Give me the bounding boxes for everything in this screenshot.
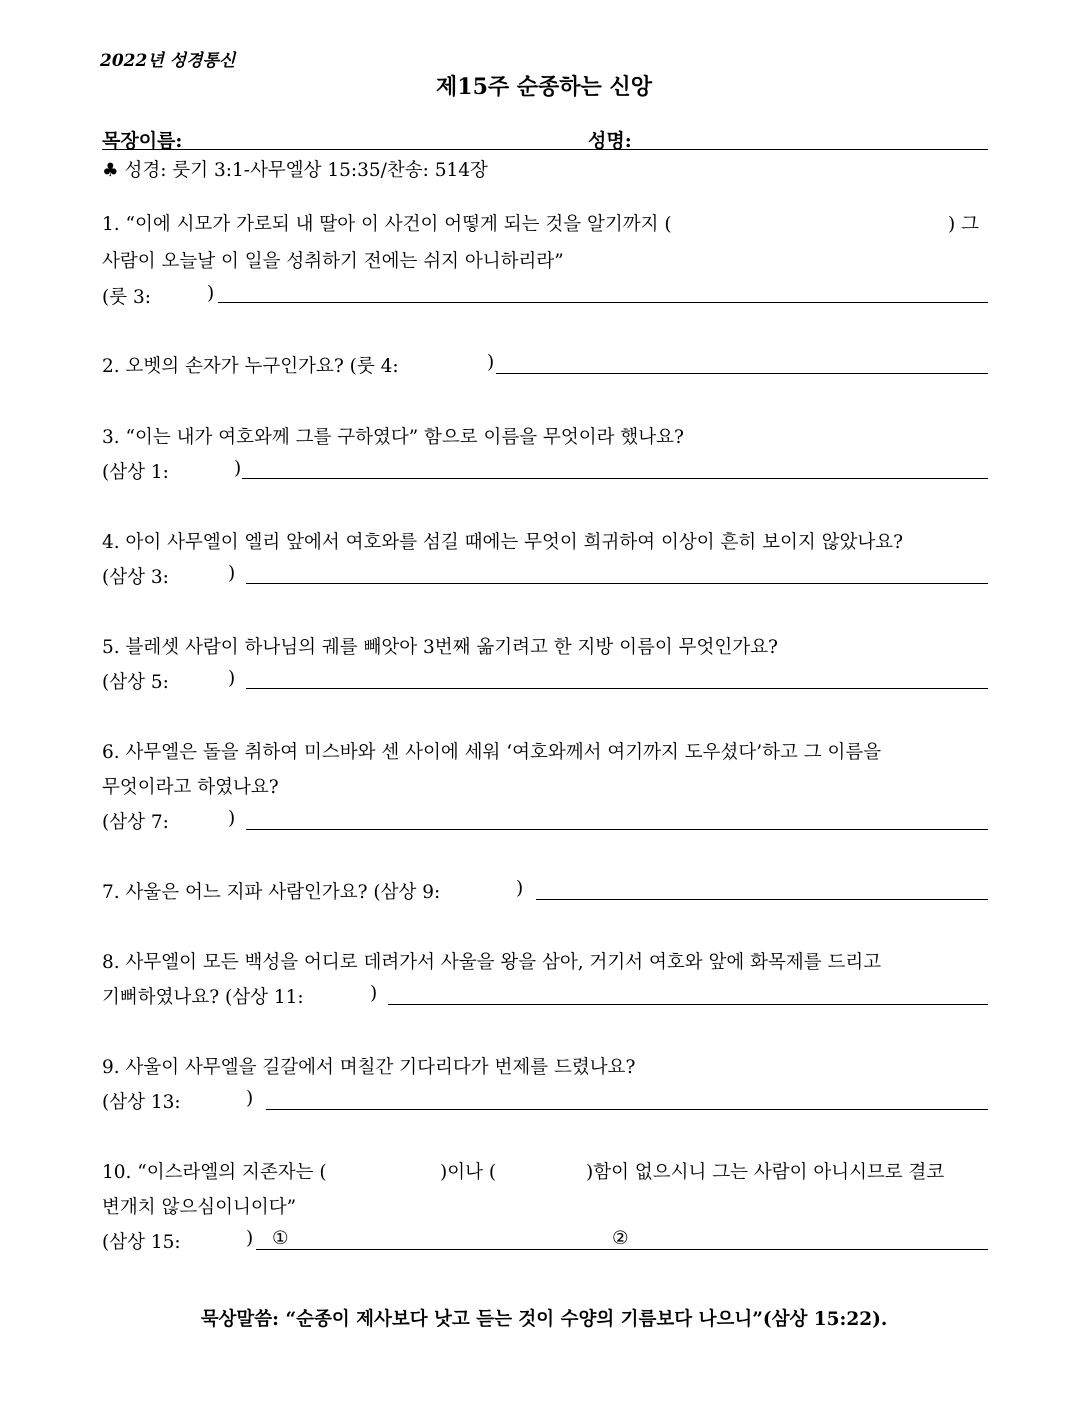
person-name-label: 성명: [588, 130, 632, 152]
question-10-line1-b: )이나 ( [440, 1162, 497, 1183]
question-7-answer-line[interactable] [536, 899, 988, 900]
question-10-ref: (삼상 15: [102, 1232, 181, 1253]
question-9: 9. 사울이 사무엘을 길갈에서 며칠간 기다리다가 번제를 드렸나요? [102, 1057, 636, 1078]
question-2-ref-close: ) [487, 352, 495, 373]
question-2-answer-line[interactable] [496, 373, 988, 374]
question-7-ref-close: ) [516, 878, 524, 899]
question-1-ref: (룻 3: [102, 287, 151, 308]
question-8-line1: 8. 사무엘이 모든 백성을 어디로 데려가서 사울을 왕을 삼아, 거기서 여호와 앞에 화목제를 드리고 [102, 952, 882, 973]
question-3-answer-line[interactable] [242, 478, 988, 479]
question-10-line2: 변개치 않으심이니이다” [102, 1197, 297, 1218]
question-1-line2: 사람이 오늘날 이 일을 성취하기 전에는 쉬지 아니하리라” [102, 251, 564, 272]
question-2: 2. 오벳의 손자가 누구인가요? (룻 4: [102, 356, 399, 377]
question-3-ref: (삼상 1: [102, 462, 169, 483]
question-10-line1-c: )함이 없으시니 그는 사람이 아니시므로 결코 [586, 1162, 945, 1183]
question-6-answer-line[interactable] [246, 829, 988, 830]
question-5: 5. 블레셋 사람이 하나님의 궤를 빼앗아 3번째 옮기려고 한 지방 이름이 무엇인가요? [102, 637, 778, 658]
answer-marker-2: ② [612, 1228, 629, 1249]
header-note: 2022년 성경통신 [100, 51, 236, 71]
question-6-ref: (삼상 7: [102, 812, 169, 833]
question-9-ref: (삼상 13: [102, 1092, 181, 1113]
scripture-line: ♣ 성경: 룻기 3:1-사무엘상 15:35/찬송: 514장 [102, 160, 488, 181]
question-4-ref-close: ) [228, 563, 236, 584]
meditation-verse: 묵상말씀: “순종이 제사보다 낫고 듣는 것이 수양의 기름보다 나으니”(삼상 15:22). [200, 1309, 888, 1330]
question-6-ref-close: ) [228, 808, 236, 829]
question-3: 3. “이는 내가 여호와께 그를 구하였다” 함으로 이름을 무엇이라 했나요? [102, 427, 684, 448]
question-8-ref-close: ) [370, 983, 378, 1004]
question-8-answer-line[interactable] [388, 1004, 988, 1005]
question-5-ref-close: ) [228, 668, 236, 689]
question-4: 4. 아이 사무엘이 엘리 앞에서 여호와를 섬길 때에는 무엇이 희귀하여 이상이 흔히 보이지 않았나요? [102, 532, 903, 553]
question-4-answer-line[interactable] [246, 583, 988, 584]
question-4-ref: (삼상 3: [102, 567, 169, 588]
question-9-ref-close: ) [246, 1088, 254, 1109]
question-10-answer-line[interactable] [256, 1249, 988, 1250]
name-field-line[interactable] [102, 149, 988, 150]
question-5-ref: (삼상 5: [102, 672, 169, 693]
question-9-answer-line[interactable] [266, 1109, 988, 1110]
group-name-label: 목장이름: [102, 130, 183, 152]
question-10-ref-close: ) [246, 1228, 254, 1249]
page-title: 제15주 순종하는 신앙 [436, 74, 652, 100]
answer-marker-1: ① [272, 1228, 289, 1249]
question-7: 7. 사울은 어느 지파 사람인가요? (삼상 9: [102, 882, 441, 903]
question-1-line1: 1. “이에 시모가 가로되 내 딸아 이 사건이 어떻게 되는 것을 알기까지 ( [102, 214, 672, 235]
question-10-line1-a: 10. “이스라엘의 지존자는 ( [102, 1162, 327, 1183]
question-3-ref-close: ) [234, 458, 242, 479]
question-5-answer-line[interactable] [246, 688, 988, 689]
question-1-ref-close: ) [207, 283, 215, 304]
question-1-line1-end: ) 그 [948, 214, 979, 235]
question-1-answer-line[interactable] [218, 302, 988, 303]
question-6-line2: 무엇이라고 하였나요? [102, 777, 279, 798]
question-8-line2: 기뻐하였나요? (삼상 11: [102, 987, 304, 1008]
question-6-line1: 6. 사무엘은 돌을 취하여 미스바와 센 사이에 세워 ‘여호와께서 여기까지 도우셨다’하고 그 이름을 [102, 742, 882, 763]
